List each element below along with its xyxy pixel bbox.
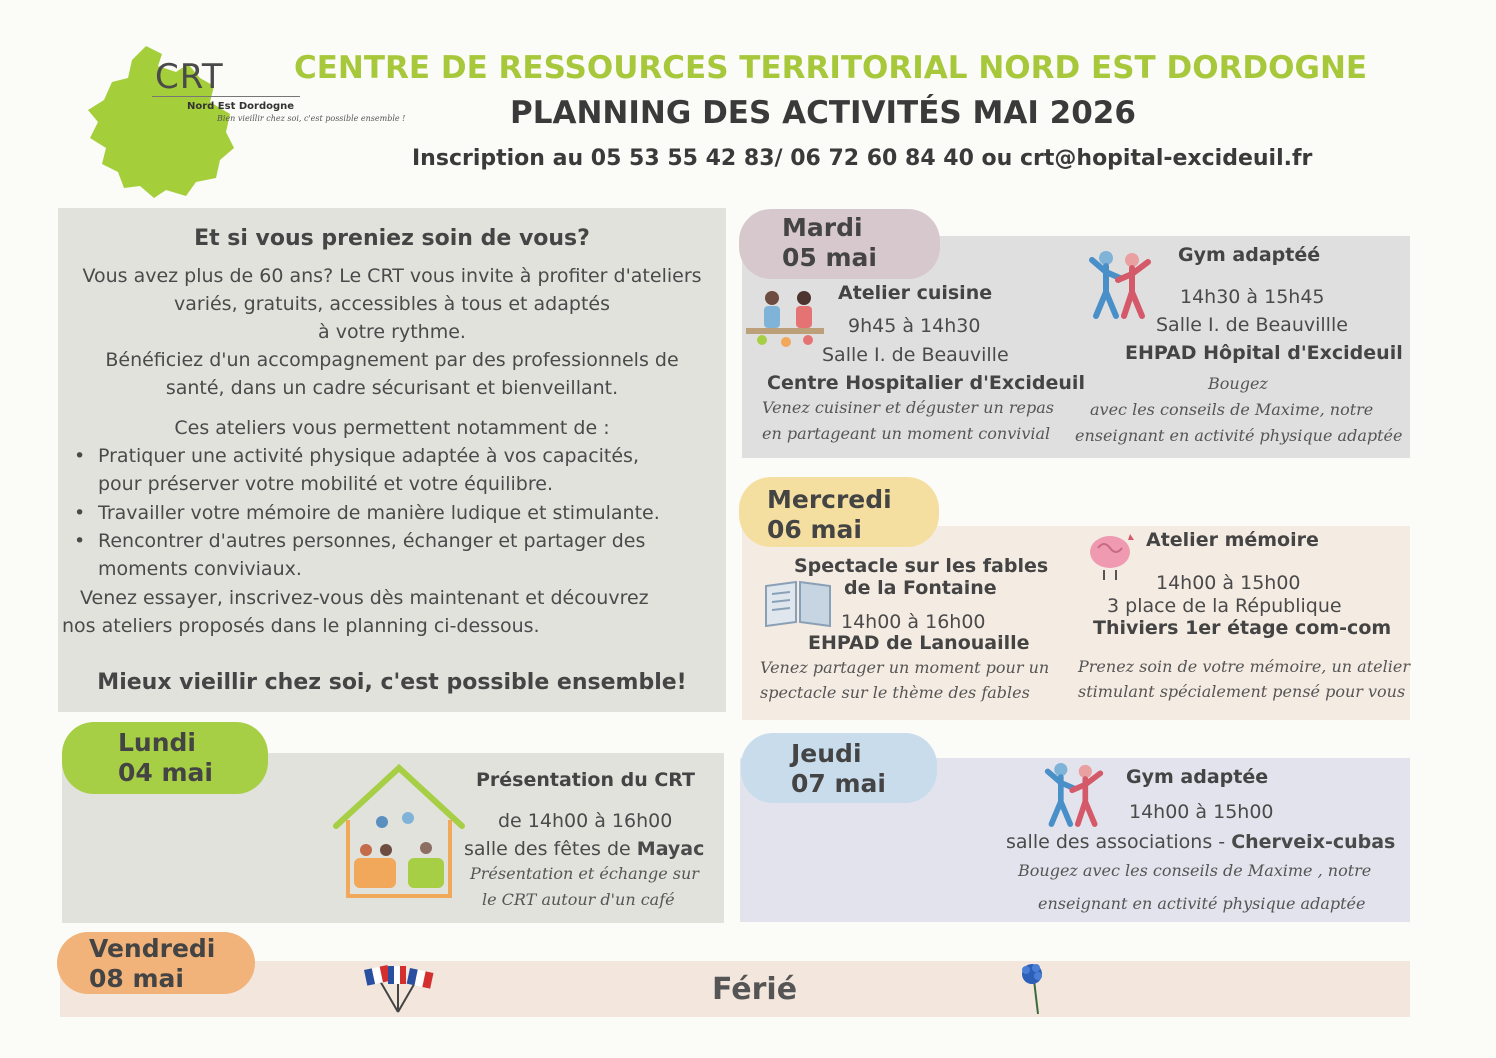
house-family-icon xyxy=(330,762,468,902)
bullet-text: pour préserver votre mobilité et votre équilibre. xyxy=(98,473,553,495)
place-text: salle des associations - xyxy=(1006,831,1226,853)
bullet-text: Rencontrer d'autres personnes, échanger et partager des xyxy=(98,530,646,552)
day-date: 04 mai xyxy=(118,758,213,787)
jeudi-place xyxy=(1006,831,1395,853)
intro-text: variés, gratuits, accessibles à tous et adaptés xyxy=(174,293,610,315)
mercredi-activity2-title: Atelier mémoire xyxy=(1146,529,1319,551)
day-name: Lundi xyxy=(118,728,196,757)
lundi-activity-title: Présentation du CRT xyxy=(476,769,696,791)
intro-text: Bénéficiez d'un accompagnement par des professionnels de xyxy=(105,349,679,371)
mercredi-activity2-desc: stimulant spécialement pensé pour vous xyxy=(1078,682,1406,701)
vendredi-date-pill xyxy=(57,932,255,994)
mardi-activity2-title: Gym adaptéé xyxy=(1178,244,1321,266)
gym-seniors-icon xyxy=(1042,760,1106,828)
day-date: 08 mai xyxy=(89,964,184,993)
intro-heading: Et si vous preniez soin de vous? xyxy=(194,226,590,251)
mercredi-activity2-venue: Thiviers 1er étage com-com xyxy=(1093,617,1392,639)
intro-panel xyxy=(58,208,726,712)
mercredi-activity1-title: de la Fontaine xyxy=(844,577,997,599)
page-title: CENTRE DE RESSOURCES TERRITORIAL NORD EST DORDOGNE xyxy=(294,50,1368,86)
mercredi-activity1-title: Spectacle sur les fables xyxy=(794,555,1049,577)
jeudi-date-pill xyxy=(741,733,937,803)
bullet-dot: • xyxy=(74,502,86,524)
logo-subtitle: Nord Est Dordogne xyxy=(187,101,295,112)
mardi-activity1-title: Atelier cuisine xyxy=(838,282,993,304)
mardi-activity1-venue: Centre Hospitalier d'Excideuil xyxy=(767,372,1085,394)
mardi-activity1-room: Salle I. de Beauville xyxy=(822,344,1009,366)
intro-text: à votre rythme. xyxy=(318,321,466,343)
day-date: 07 mai xyxy=(791,769,886,798)
mardi-activity2-desc: avec les conseils de Maxime, notre xyxy=(1090,400,1374,419)
mardi-date-pill xyxy=(739,209,940,279)
lundi-time: de 14h00 à 16h00 xyxy=(498,810,673,832)
day-name: Jeudi xyxy=(791,739,862,768)
mercredi-date-pill xyxy=(739,477,939,547)
place-town: Mayac xyxy=(636,838,705,860)
intro-text: santé, dans un cadre sécurisant et bienveillant. xyxy=(165,377,619,399)
mercredi-activity2-time: 14h00 à 15h00 xyxy=(1156,572,1301,594)
jeudi-time: 14h00 à 15h00 xyxy=(1129,801,1274,823)
logo-name: CRT xyxy=(155,57,224,97)
mardi-activity2-desc: Bougez xyxy=(1208,374,1268,393)
mercredi-activity1-desc: Venez partager un moment pour un xyxy=(760,658,1050,677)
intro-text: Ces ateliers vous permettent notamment de : xyxy=(174,417,610,439)
mercredi-activity1-time: 14h00 à 16h00 xyxy=(841,611,986,633)
mercredi-activity1-desc: spectacle sur le thème des fables xyxy=(760,683,1030,702)
gym-seniors-icon xyxy=(1086,248,1154,320)
day-name: Mercredi xyxy=(767,485,892,514)
cooking-people-icon xyxy=(742,284,828,350)
jeudi-activity-title: Gym adaptée xyxy=(1126,766,1269,788)
mardi-activity2-time: 14h30 à 15h45 xyxy=(1180,286,1325,308)
jeudi-desc: Bougez avec les conseils de Maxime , notre xyxy=(1018,861,1372,880)
mardi-activity2-room: Salle I. de Beauvillle xyxy=(1156,314,1348,336)
mardi-activity2-venue: EHPAD Hôpital d'Excideuil xyxy=(1125,342,1403,364)
lundi-date-pill xyxy=(62,722,268,794)
mardi-activity2-desc: enseignant en activité physique adaptée xyxy=(1075,426,1403,445)
cornflower-icon xyxy=(1012,962,1052,1016)
lundi-place xyxy=(464,838,704,860)
logo-slogan: Bien vieillir chez soi, c'est possible ensemble ! xyxy=(217,114,406,123)
intro-slogan: Mieux vieillir chez soi, c'est possible ensemble! xyxy=(97,670,687,695)
mardi-activity1-desc: en partageant un moment convivial xyxy=(762,424,1051,443)
day-name: Mardi xyxy=(782,213,863,242)
bullet-text: moments conviviaux. xyxy=(98,558,302,580)
mercredi-activity1-venue: EHPAD de Lanouaille xyxy=(808,632,1030,654)
lundi-desc: Présentation et échange sur xyxy=(470,864,699,883)
mercredi-activity2-address: 3 place de la République xyxy=(1107,595,1342,617)
french-flags-icon xyxy=(362,964,436,1014)
contact-info: Inscription au 05 53 55 42 83/ 06 72 60 84 40 ou crt@hopital-excideuil.fr xyxy=(412,146,1313,171)
day-name: Vendredi xyxy=(89,934,216,963)
holiday-label: Férié xyxy=(712,972,798,1007)
bullet-text: Pratiquer une activité physique adaptée à vos capacités, xyxy=(98,445,639,467)
bullet-dot: • xyxy=(74,445,86,467)
brain-icon xyxy=(1086,530,1140,586)
jeudi-desc: enseignant en activité physique adaptée xyxy=(1038,894,1366,913)
lundi-desc: le CRT autour d'un café xyxy=(482,890,675,909)
intro-text: Vous avez plus de 60 ans? Le CRT vous invite à profiter d'ateliers xyxy=(82,265,702,287)
book-icon xyxy=(762,578,834,628)
mercredi-activity2-desc: Prenez soin de votre mémoire, un atelier xyxy=(1078,657,1410,676)
page-subtitle: PLANNING DES ACTIVITÉS MAI 2026 xyxy=(510,95,1136,131)
mardi-activity1-time: 9h45 à 14h30 xyxy=(848,315,981,337)
intro-text: Venez essayer, inscrivez-vous dès maintenant et découvrez xyxy=(80,587,649,609)
day-date: 05 mai xyxy=(782,243,877,272)
place-town: Cherveix-cubas xyxy=(1231,831,1396,853)
intro-text: nos ateliers proposés dans le planning ci-dessous. xyxy=(62,615,540,637)
bullet-text: Travailler votre mémoire de manière ludique et stimulante. xyxy=(98,502,660,524)
place-text: salle des fêtes de xyxy=(464,838,631,860)
day-date: 06 mai xyxy=(767,515,862,544)
mardi-activity1-desc: Venez cuisiner et déguster un repas xyxy=(762,398,1054,417)
bullet-dot: • xyxy=(74,530,86,552)
